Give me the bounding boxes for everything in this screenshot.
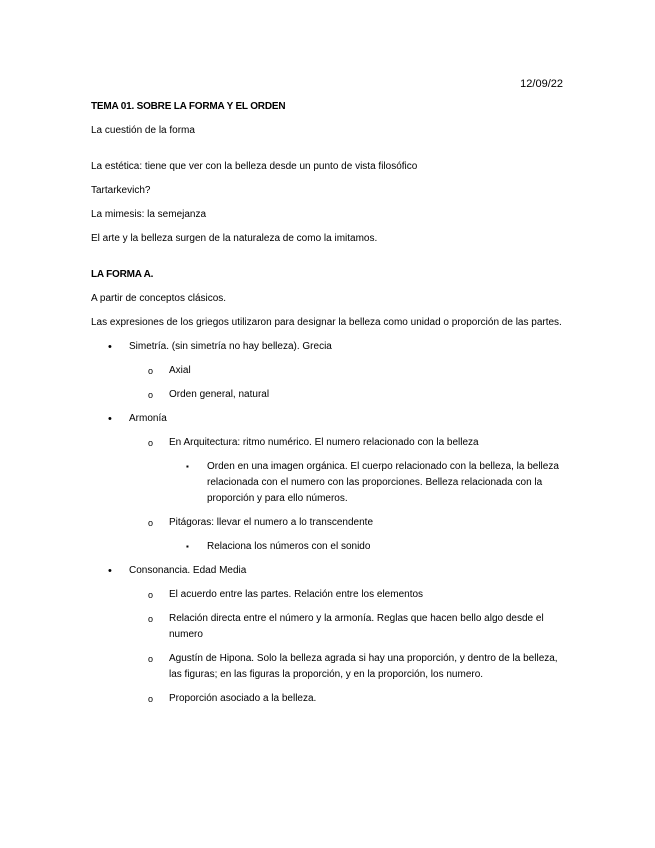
circle-bullet-icon: o <box>148 438 154 448</box>
intro-paragraph: La estética: tiene que ver con la belleza desde un punto de vista filosófico <box>91 161 418 172</box>
intro-paragraph: Tartarkevich? <box>91 185 151 196</box>
circle-bullet-icon: o <box>148 390 154 400</box>
disc-bullet-icon: • <box>108 413 112 425</box>
list-item <box>91 363 566 379</box>
list-item-text: El acuerdo entre las partes. Relación entre los elementos <box>169 589 424 600</box>
list-item-text: Proporción asociado a la belleza. <box>169 693 317 704</box>
list-item <box>91 651 566 683</box>
list-item <box>91 515 566 531</box>
list-item <box>91 587 566 603</box>
spacer <box>91 247 566 267</box>
list-item <box>91 459 566 507</box>
circle-bullet-icon: o <box>148 518 154 528</box>
list-item <box>91 691 566 707</box>
document-subtitle: La cuestión de la forma <box>91 125 195 136</box>
intro-paragraph: El arte y la belleza surgen de la naturaleza de como la imitamos. <box>91 233 378 244</box>
disc-bullet-icon: • <box>108 341 112 353</box>
document-title: TEMA 01. SOBRE LA FORMA Y EL ORDEN <box>91 101 286 112</box>
spacer <box>91 139 566 159</box>
list-item-text: Relación directa entre el número y la armonía. Reglas que hacen bello algo desde el numero <box>169 613 544 640</box>
list-item <box>91 387 566 403</box>
circle-bullet-icon: o <box>148 614 154 624</box>
circle-bullet-icon: o <box>148 654 154 664</box>
list-item-text: Agustín de Hipona. Solo la belleza agrada si hay una proporción, y dentro de la belleza, las figuras; en las figuras la proporción, y en la proporción, los numero. <box>169 653 558 680</box>
square-bullet-icon: ▪ <box>186 542 189 551</box>
circle-bullet-icon: o <box>148 590 154 600</box>
section-heading: LA FORMA A. <box>91 269 154 280</box>
list-item-text: Orden en una imagen orgánica. El cuerpo relacionado con la belleza, la belleza relacionada con el numero con las proporciones. Belleza relacionada con la proporción y para ello números. <box>207 461 559 504</box>
list-item-text: Simetría. (sin simetría no hay belleza). Grecia <box>129 341 332 352</box>
list-item <box>91 563 566 579</box>
intro-paragraph: La mimesis: la semejanza <box>91 209 207 220</box>
disc-bullet-icon: • <box>108 565 112 577</box>
list-item-text: Armonía <box>129 413 167 424</box>
document-date: 12/09/22 <box>520 78 563 90</box>
list-item <box>91 435 566 451</box>
list-item-text: Consonancia. Edad Media <box>129 565 247 576</box>
list-item-text: Relaciona los números con el sonido <box>207 541 371 552</box>
list-item <box>91 539 566 555</box>
section-paragraph: A partir de conceptos clásicos. <box>91 293 227 304</box>
list-item-text: En Arquitectura: ritmo numérico. El numero relacionado con la belleza <box>169 437 479 448</box>
section-paragraph: Las expresiones de los griegos utilizaron para designar la belleza como unidad o proporción de las partes. <box>91 317 562 328</box>
list-item <box>91 339 566 355</box>
circle-bullet-icon: o <box>148 694 154 704</box>
list-item-text: Axial <box>169 365 191 376</box>
list-item <box>91 411 566 427</box>
circle-bullet-icon: o <box>148 366 154 376</box>
outline-list <box>91 339 566 707</box>
list-item <box>91 611 566 643</box>
document-content <box>91 99 566 715</box>
list-item-text: Orden general, natural <box>169 389 270 400</box>
square-bullet-icon: ▪ <box>186 462 189 471</box>
list-item-text: Pitágoras: llevar el numero a lo transcendente <box>169 517 374 528</box>
